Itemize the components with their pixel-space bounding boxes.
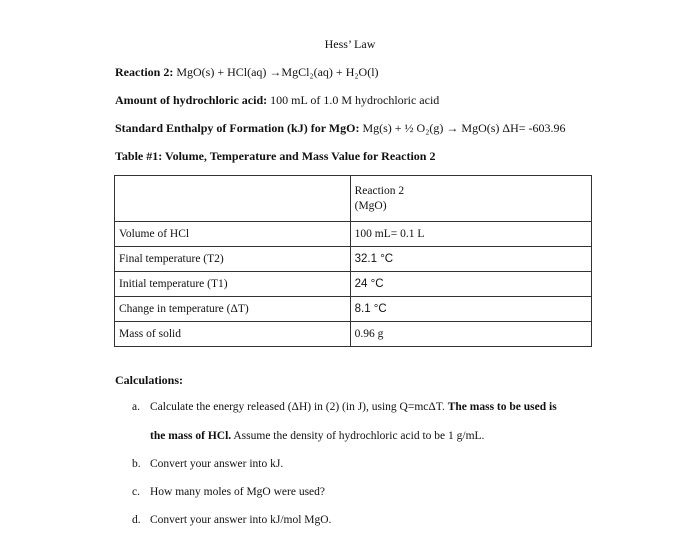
table-row bbox=[115, 272, 592, 297]
acid-amount-value: 100 mL of 1.0 M hydrochloric acid bbox=[267, 93, 440, 107]
table-header-line1: Reaction 2 bbox=[354, 184, 405, 197]
calc-item-c bbox=[132, 486, 325, 498]
calc-item-a bbox=[132, 401, 557, 413]
table-header-line2: (MgO) bbox=[354, 199, 387, 212]
calc-item-a-continuation bbox=[150, 430, 484, 442]
row-value: 24 °C bbox=[350, 272, 591, 297]
calc-item-text: Calculate the energy released (ΔH) in (2) (in J), using Q=mcΔT. bbox=[150, 401, 448, 413]
row-value: 32.1 °C bbox=[350, 247, 591, 272]
table-row bbox=[115, 297, 592, 322]
acid-amount-line bbox=[115, 93, 439, 108]
table-row bbox=[115, 222, 592, 247]
table-caption: Table #1: Volume, Temperature and Mass Value for Reaction 2 bbox=[115, 149, 436, 163]
calc-item-b bbox=[132, 458, 283, 470]
reaction-equation: MgO(s) + HCl(aq) →MgCl₂(aq) + H₂O(l) bbox=[173, 65, 379, 79]
reaction-line bbox=[115, 65, 379, 80]
calculations-title: Calculations: bbox=[115, 373, 184, 387]
calc-item-marker: d. bbox=[132, 514, 141, 526]
data-table bbox=[114, 175, 592, 347]
enthalpy-value: Mg(s) + ½ O₂(g) → MgO(s) ΔH= -603.96 bbox=[359, 121, 566, 135]
calc-item-marker: c. bbox=[132, 486, 140, 498]
calc-item-text: Convert your answer into kJ/mol MgO. bbox=[150, 514, 332, 526]
row-label: Mass of solid bbox=[115, 322, 351, 347]
row-label: Final temperature (T2) bbox=[115, 247, 351, 272]
table-header-row bbox=[115, 176, 592, 222]
calc-item-bold: The mass to be used is bbox=[447, 401, 557, 413]
row-value: 100 mL= 0.1 L bbox=[350, 222, 591, 247]
reaction-label: Reaction 2: bbox=[115, 65, 174, 79]
calc-item-text-cont: Assume the density of hydrochloric acid to be 1 g/mL. bbox=[231, 430, 485, 442]
calc-item-bold-cont: the mass of HCl. bbox=[150, 430, 232, 442]
table-header-empty-cell bbox=[115, 176, 351, 222]
enthalpy-label: Standard Enthalpy of Formation (kJ) for MgO: bbox=[115, 121, 360, 135]
table-row bbox=[115, 322, 592, 347]
table-row bbox=[115, 247, 592, 272]
calc-item-d bbox=[132, 514, 331, 526]
calc-item-marker: a. bbox=[132, 401, 140, 413]
row-value: 0.96 g bbox=[350, 322, 591, 347]
row-label: Initial temperature (T1) bbox=[115, 272, 351, 297]
calc-item-text: Convert your answer into kJ. bbox=[150, 458, 284, 470]
calc-item-marker: b. bbox=[132, 458, 141, 470]
row-label: Volume of HCl bbox=[115, 222, 351, 247]
calc-item-text: How many moles of MgO were used? bbox=[150, 486, 326, 498]
row-label: Change in temperature (ΔT) bbox=[115, 297, 351, 322]
row-value: 8.1 °C bbox=[350, 297, 591, 322]
page-title: Hess’ Law bbox=[324, 37, 376, 51]
acid-amount-label: Amount of hydrochloric acid: bbox=[115, 93, 268, 107]
enthalpy-line bbox=[115, 121, 566, 136]
table-header-cell bbox=[350, 176, 591, 222]
